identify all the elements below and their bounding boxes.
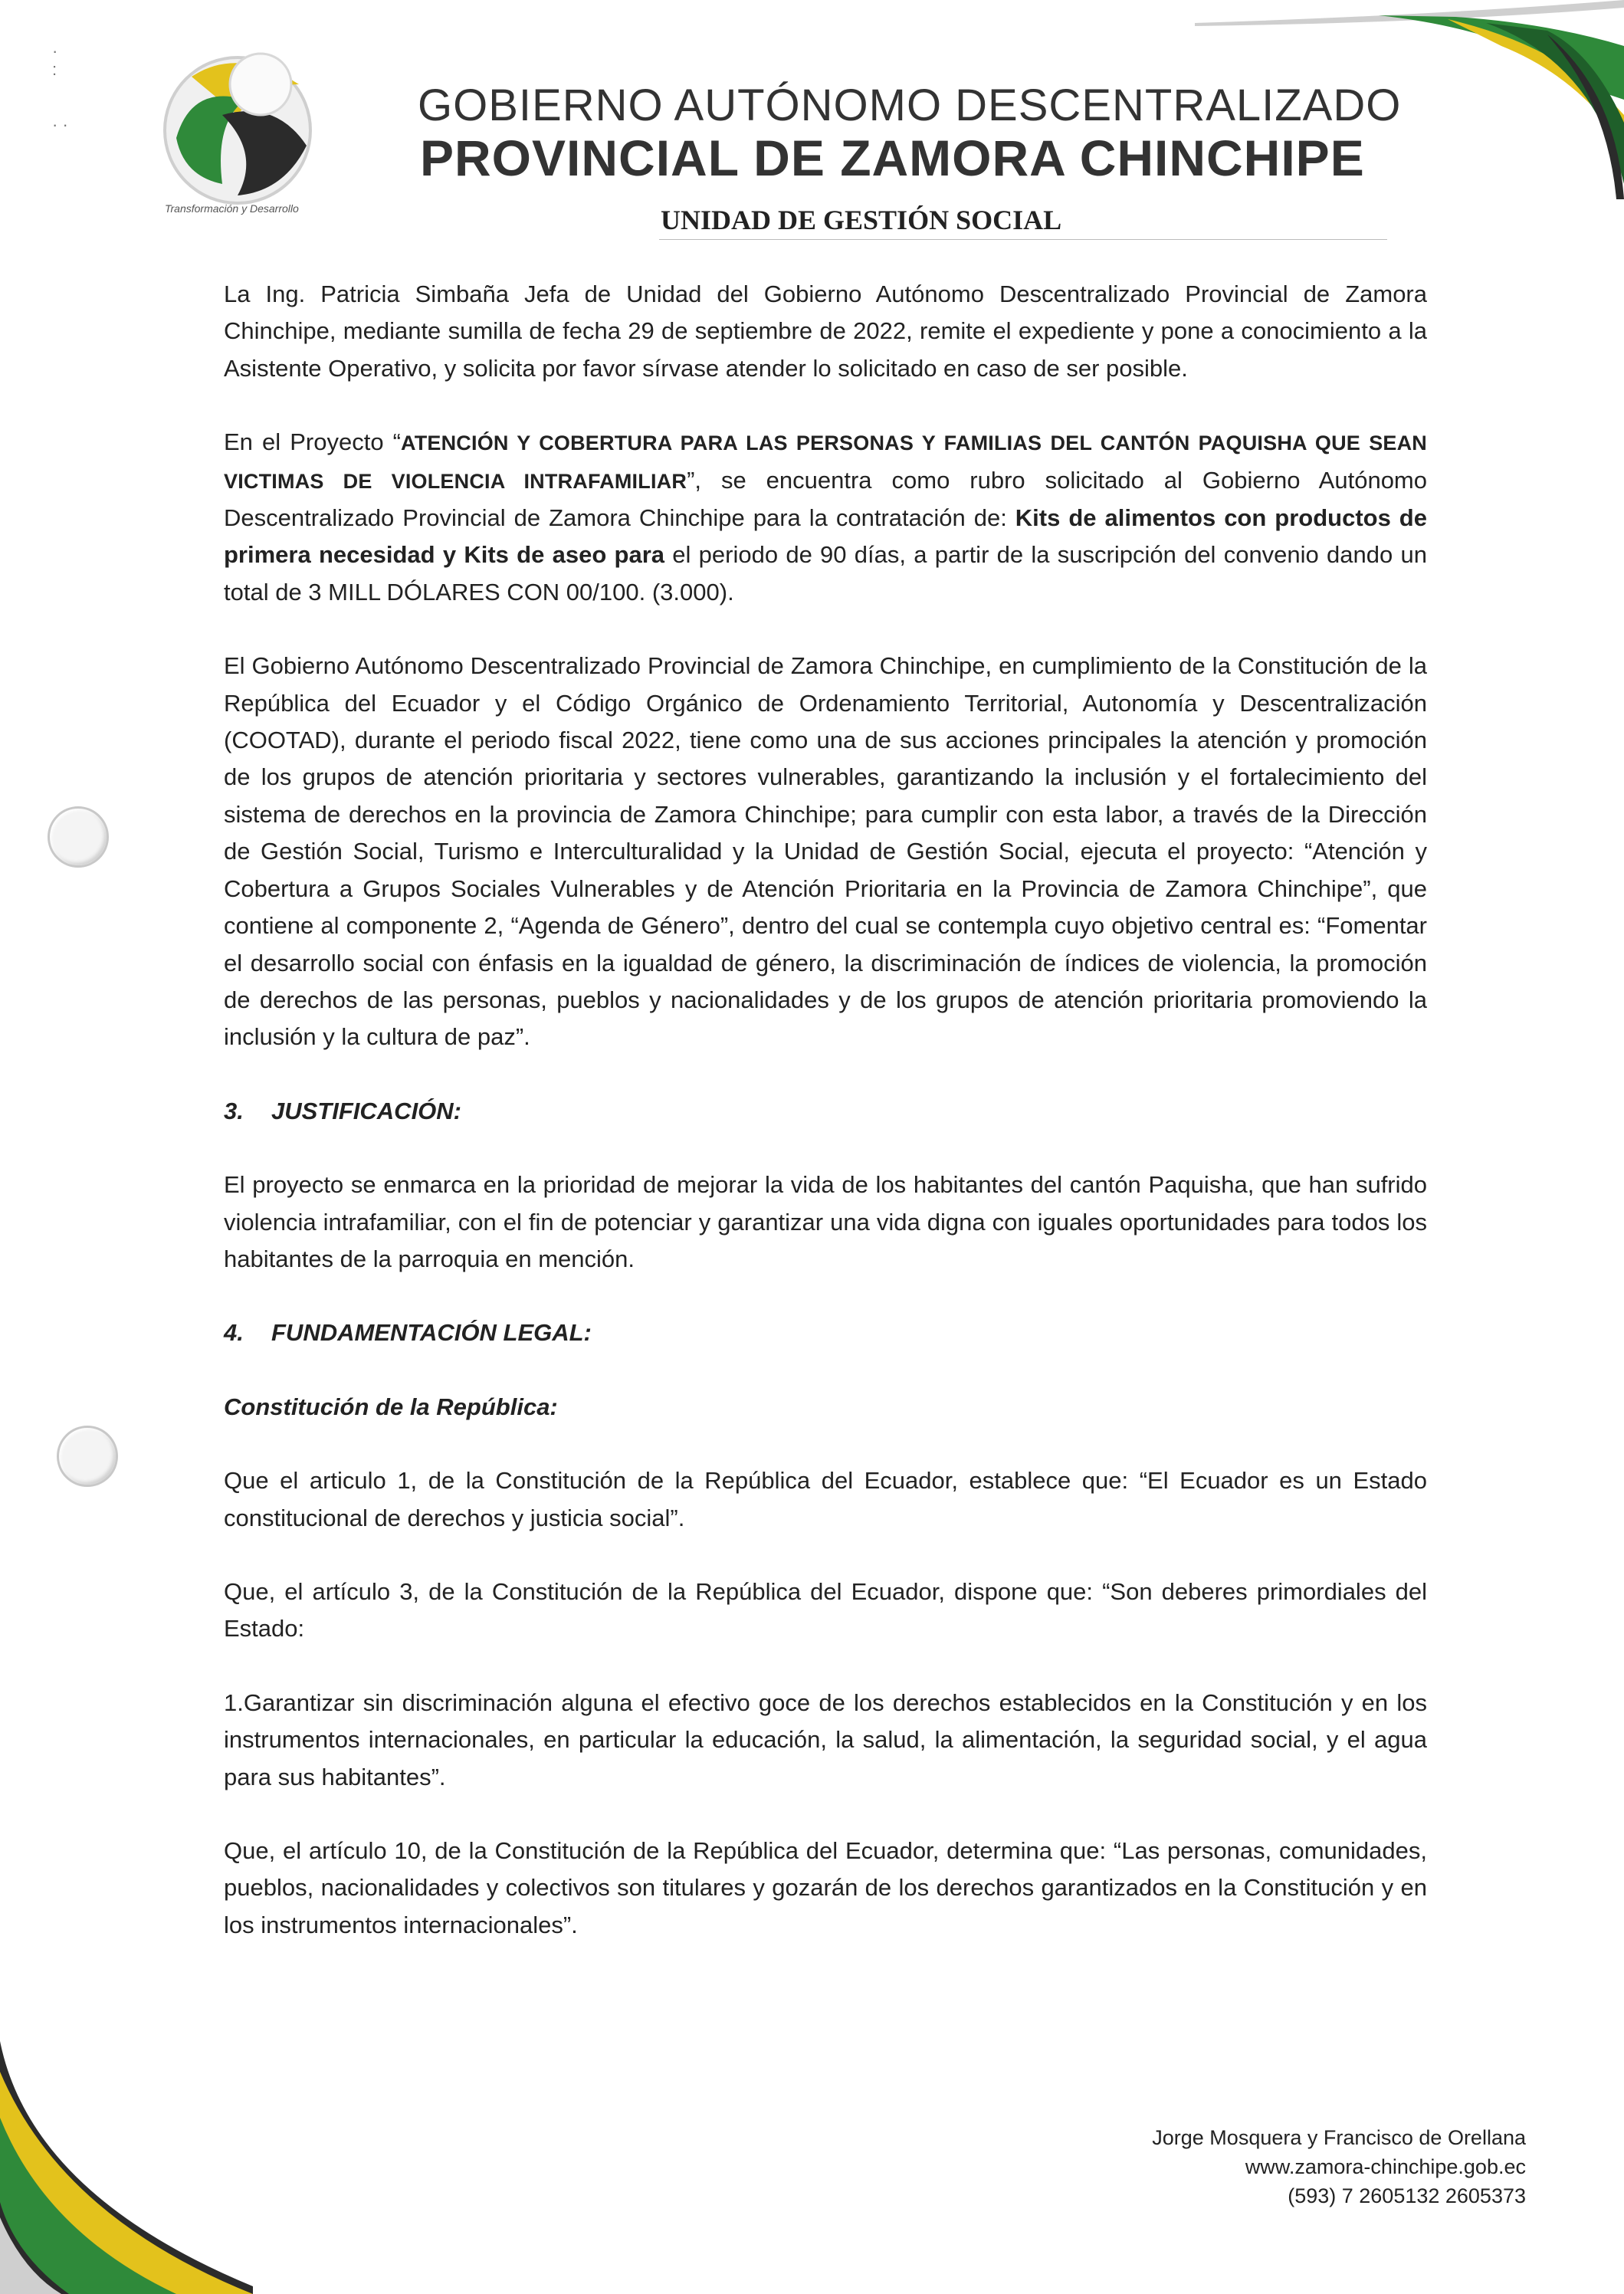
project-name: ATENCIÓN Y COBERTURA PARA LAS PERSONAS Y FAMILIAS DEL CANTÓN PAQUISHA QUE SEAN VICTIMAS DE VIOLENCIA INTRAFAMILIAR: [224, 432, 1428, 493]
paragraph-proyecto-end: el periodo de 90 días, a partir de la suscripción del convenio dando un total de 3 MILL DÓLARES CON 00/100. (3.000).: [224, 541, 1427, 605]
logo-tagline: Transformación y Desarrollo: [165, 202, 299, 215]
document-body: [224, 276, 1427, 1944]
kits-description: Kits de alimentos con productos de primera necesidad y Kits de aseo para: [224, 504, 1427, 569]
subheading-constitucion: Constitución de la República:: [224, 1393, 558, 1420]
header-title-line2: PROVINCIAL DE ZAMORA CHINCHIPE: [420, 130, 1365, 186]
provincial-logo-icon: [146, 31, 337, 215]
footer-contact: [1152, 2123, 1526, 2210]
paragraph-proyecto-intro: En el Proyecto “: [224, 428, 401, 456]
paragraph-articulo-1: Que el articulo 1, de la Constitución de la República del Ecuador, establece que: “El Ecuador es un Estado constitucional de derechos y justicia social”.: [224, 1467, 1427, 1531]
footer-phone: (593) 7 2605132 2605373: [1288, 2184, 1526, 2207]
paragraph-articulo-3-item: 1.Garantizar sin discriminación alguna el efectivo goce de los derechos establecidos en la Constitución y en los instrumentos internacionales, en particular la educación, la salud, la alimentación, la seguridad social, y el agua para sus habitantes”.: [224, 1689, 1427, 1790]
punch-hole: [57, 1426, 118, 1487]
footer-corner-decoration: [0, 2041, 253, 2294]
paragraph-articulo-3: Que, el artículo 3, de la Constitución de la República del Ecuador, dispone que: “Son deberes primordiales del Estado:: [224, 1577, 1427, 1643]
header-unit-name: UNIDAD DE GESTIÓN SOCIAL: [661, 205, 1062, 235]
paragraph-gobierno: El Gobierno Autónomo Descentralizado Provincial de Zamora Chinchipe, en cumplimiento de la Constitución de la República del Ecuador y el Código Orgánico de Ordenamiento Territorial, Autonomía y Descentralización (COOTAD), durante el periodo fiscal 2022, tiene como una de sus acciones principales la atención y promoción de los grupos de atención prioritaria y sectores vulnerables, garantizando la inclusión y el fortalecimiento del sistema de derechos en la provincia de Zamora Chinchipe; para cumplir con esta labor, a través de la Dirección de Gestión Social, Turismo e Interculturalidad y la Unidad de Gestión Social, ejecuta el proyecto: “Atención y Cobertura a Grupos Sociales Vulnerables y de Atención Prioritaria en la Provincia de Zamora Chinchipe”, que contiene al componente 2, “Agenda de Género”, dentro del cual se contempla cuyo objetivo central es: “Fomentar el desarrollo social con énfasis en la igualdad de género, la discriminación de índices de violencia, la promoción de derechos de las personas, pueblos y nacionalidades y de los grupos de atención prioritaria promoviendo la inclusión y la cultura de paz”.: [224, 652, 1427, 1051]
paragraph-justificacion: El proyecto se enmarca en la prioridad de mejorar la vida de los habitantes del cantón Paquisha, que han sufrido violencia intrafamiliar, con el fin de potenciar y garantizar una vida digna con iguales oportunidades para todos los habitantes de la parroquia en mención.: [224, 1171, 1427, 1272]
section-title: FUNDAMENTACIÓN LEGAL:: [271, 1319, 592, 1347]
section-number: 3.: [224, 1097, 244, 1124]
header-title-line1: GOBIERNO AUTÓNOMO DESCENTRALIZADO: [418, 80, 1402, 130]
paragraph-proyecto-mid: ”, se encuentra como rubro solicitado al Gobierno Autónomo Descentralizado Provincial de Zamora Chinchipe para la contratación de:: [224, 466, 1428, 532]
paragraph-proyecto: [224, 424, 1427, 611]
punch-hole: [48, 806, 109, 868]
footer-address: Jorge Mosquera y Francisco de Orellana: [1152, 2126, 1526, 2149]
section-title: JUSTIFICACIÓN:: [271, 1097, 461, 1124]
section-heading-justificacion: [224, 1093, 1427, 1130]
footer-website[interactable]: www.zamora-chinchipe.gob.ec: [1245, 2155, 1526, 2178]
paragraph-sumilla: La Ing. Patricia Simbaña Jefa de Unidad del Gobierno Autónomo Descentralizado Provincial de Zamora Chinchipe, mediante sumilla de fecha 29 de septiembre de 2022, remite el expediente y pone a conocimiento a la Asistente Operativo, y solicita por favor sírvase atender lo solicitado en caso de ser posible.: [224, 281, 1427, 382]
header-divider: [659, 239, 1387, 240]
section-heading-fundamentacion: [224, 1314, 1427, 1351]
paragraph-articulo-10: Que, el artículo 10, de la Constitución de la República del Ecuador, determina que: “Las personas, comunidades, pueblos, nacionalidades y colectivos son titulares y gozarán de los derechos garantizados en la Constitución y en los instrumentos internacionales”.: [224, 1837, 1427, 1938]
section-number: 4.: [224, 1319, 244, 1347]
scan-specks: · : · ·: [52, 41, 68, 134]
